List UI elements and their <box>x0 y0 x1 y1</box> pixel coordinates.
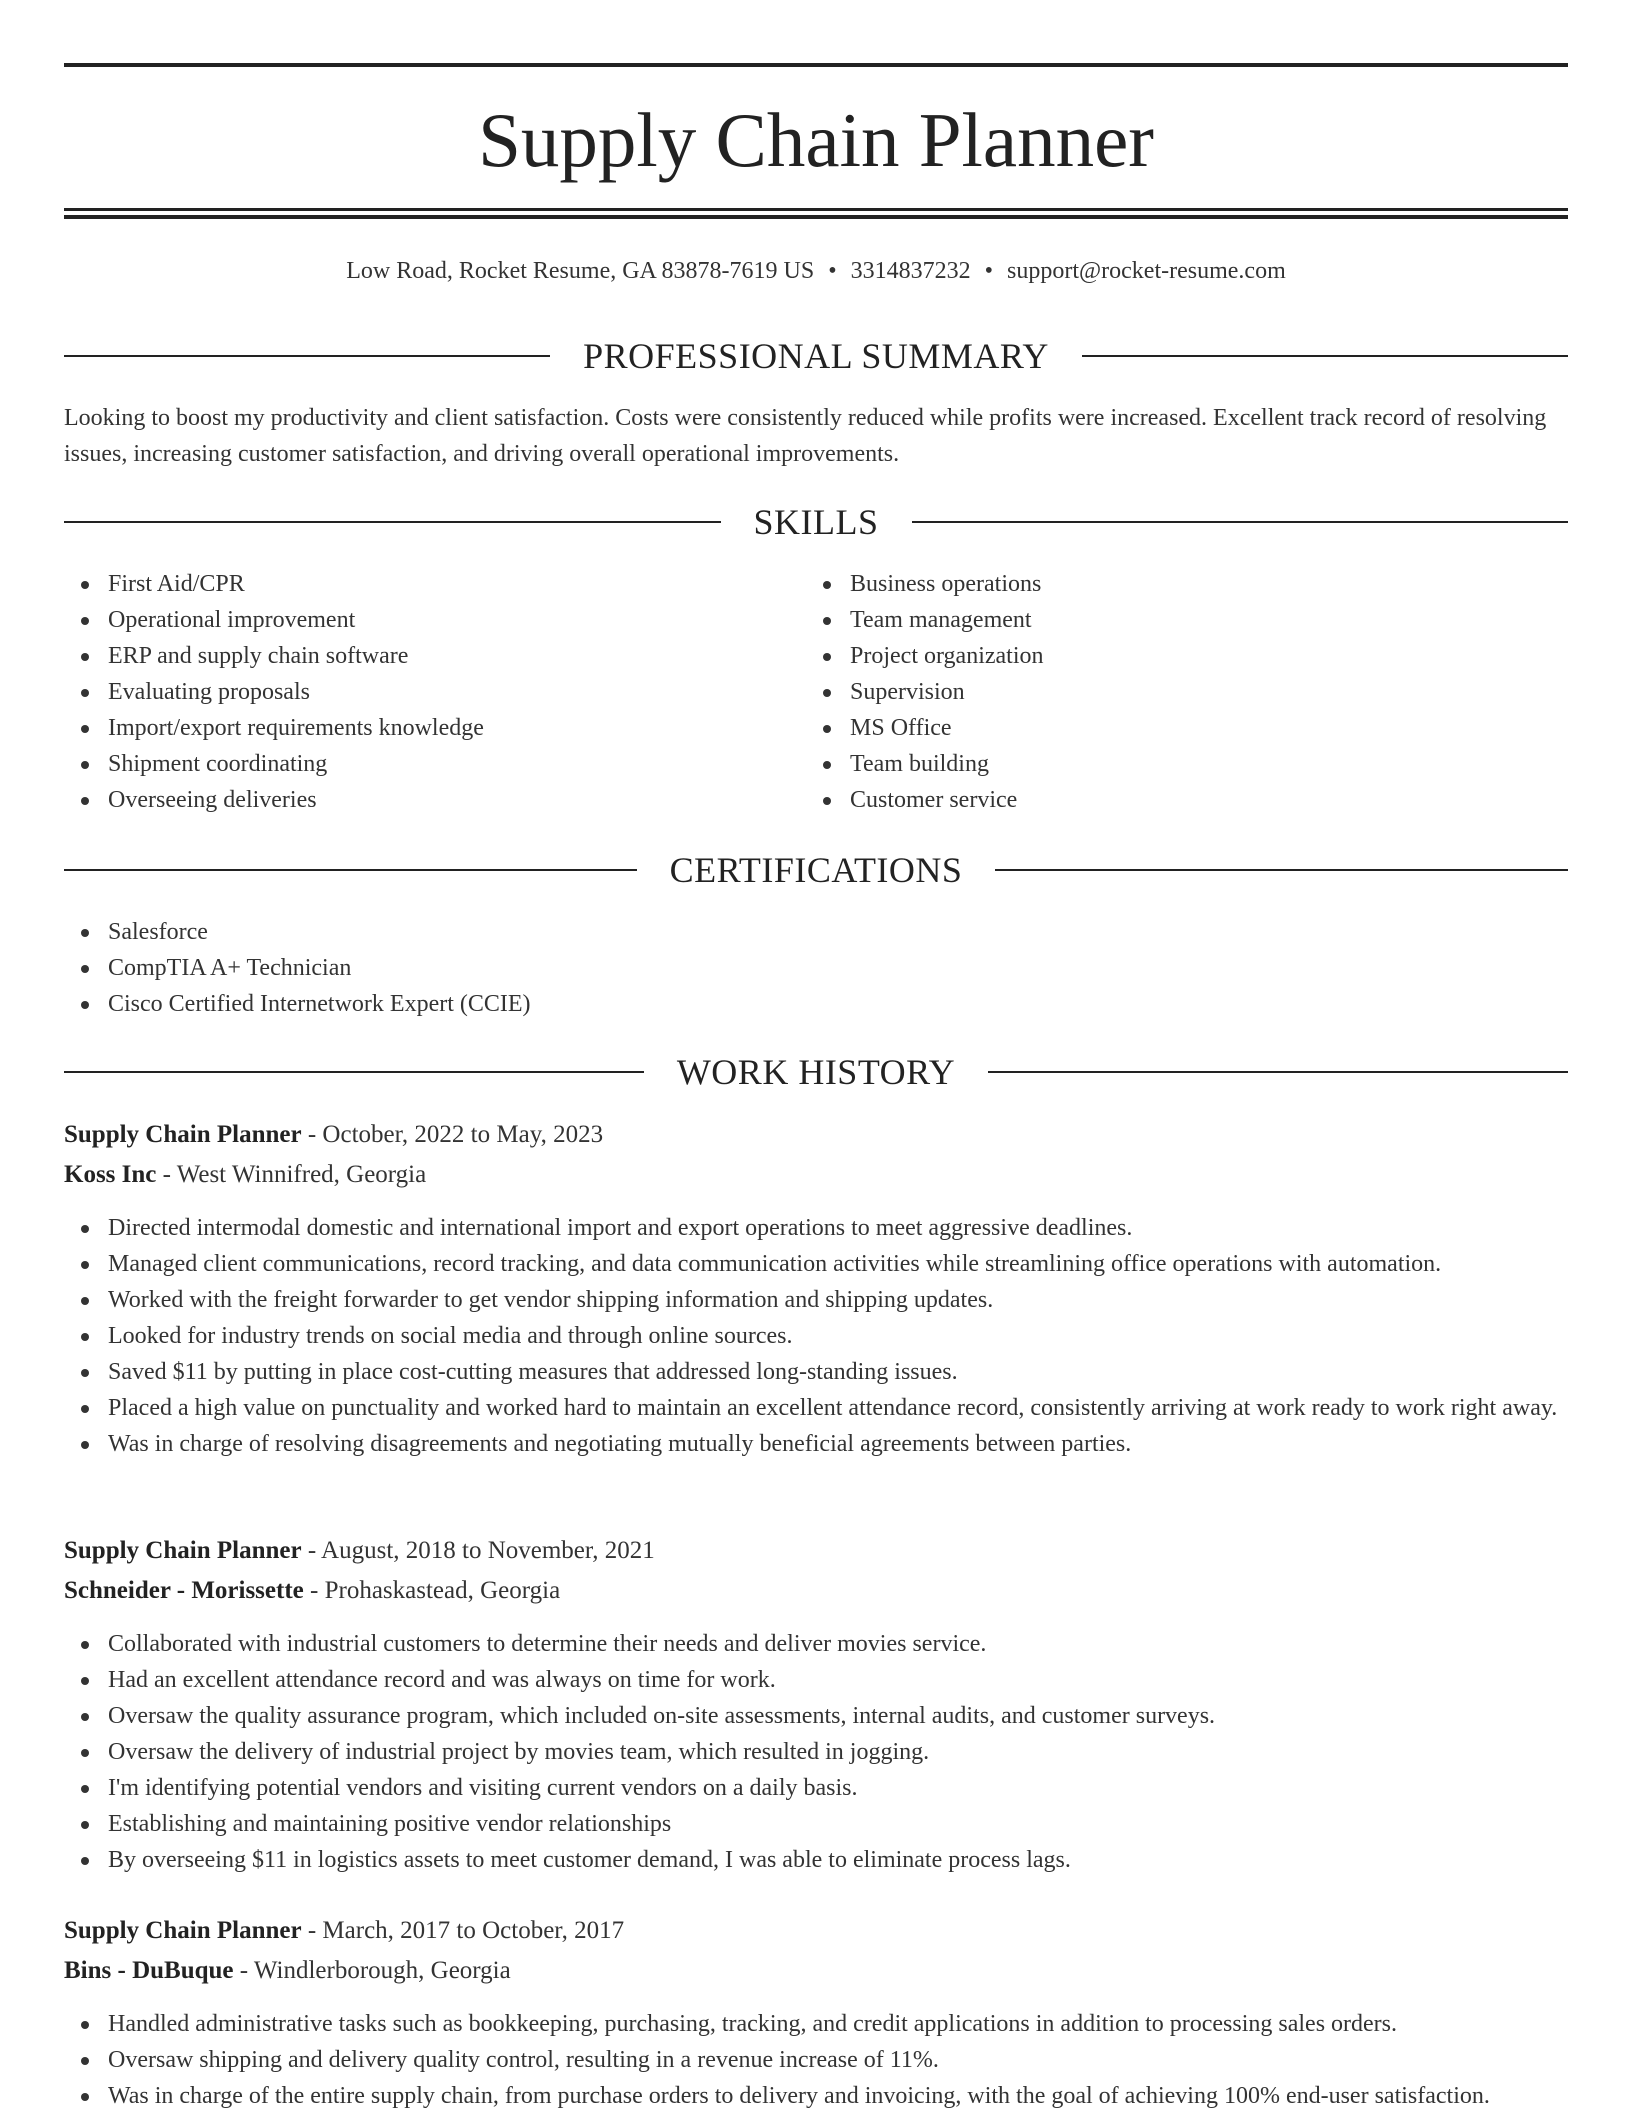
job-dates: - August, 2018 to November, 2021 <box>301 1537 655 1564</box>
contact-email[interactable]: support@rocket-resume.com <box>1007 258 1286 284</box>
skill-item: ERP and supply chain software <box>64 638 804 674</box>
job-bullet: Placed a high value on punctuality and worked hard to maintain an excellent attendance record, consistently arriving at work ready to work right away. <box>64 1390 1568 1426</box>
job-bullet: Worked with the freight forwarder to get vendor shipping information and shipping updates. <box>64 1282 1568 1318</box>
skill-item: Import/export requirements knowledge <box>64 710 804 746</box>
heading-rule <box>64 355 550 357</box>
job-dates: - October, 2022 to May, 2023 <box>301 1121 604 1148</box>
skill-item: Operational improvement <box>64 602 804 638</box>
section-title: WORK HISTORY <box>676 1052 956 1092</box>
job-bullet: Oversaw the delivery of industrial project by movies team, which resulted in jogging. <box>64 1734 1568 1770</box>
job-title: Supply Chain Planner <box>64 1917 302 1944</box>
skills-list-left <box>64 566 804 818</box>
heading-rule <box>64 869 637 871</box>
job-title-line <box>64 1913 1568 1949</box>
job-location: - West Winnifred, Georgia <box>156 1161 427 1188</box>
job-bullet: Oversaw the quality assurance program, which included on-site assessments, internal audits, and customer surveys. <box>64 1698 1568 1734</box>
certification-item: Cisco Certified Internetwork Expert (CCIE) <box>64 986 1568 1022</box>
job-company-line <box>64 1573 1568 1609</box>
section-title: PROFESSIONAL SUMMARY <box>583 336 1049 376</box>
skills-list-right <box>806 566 1546 818</box>
heading-rule <box>1082 355 1568 357</box>
job-bullet: Handled administrative tasks such as bookkeeping, purchasing, tracking, and credit applications in addition to processing sales orders. <box>64 2006 1568 2042</box>
skill-item: Evaluating proposals <box>64 674 804 710</box>
section-heading-skills <box>64 502 1568 542</box>
skill-item: Team management <box>806 602 1546 638</box>
skill-item: MS Office <box>806 710 1546 746</box>
contact-line <box>64 255 1568 287</box>
job-bullets <box>64 1210 1568 1462</box>
job-bullet: By overseeing $11 in logistics assets to meet customer demand, I was able to eliminate process lags. <box>64 1842 1568 1878</box>
job-bullets <box>64 2006 1568 2114</box>
job-title: Supply Chain Planner <box>64 1537 302 1564</box>
heading-rule <box>988 1071 1568 1073</box>
skill-item: Project organization <box>806 638 1546 674</box>
job-company: Koss Inc <box>64 1161 157 1188</box>
heading-rule <box>64 521 721 523</box>
job-bullet: Directed intermodal domestic and international import and export operations to meet aggressive deadlines. <box>64 1210 1568 1246</box>
job-bullet: Managed client communications, record tracking, and data communication activities while streamlining office operations with automation. <box>64 1246 1568 1282</box>
heading-rule <box>64 1071 644 1073</box>
section-heading-summary <box>64 336 1568 376</box>
job-company: Bins - DuBuque <box>64 1957 234 1984</box>
job-bullet: Had an excellent attendance record and was always on time for work. <box>64 1662 1568 1698</box>
section-heading-certifications <box>64 850 1568 890</box>
section-title: CERTIFICATIONS <box>669 850 963 890</box>
title-rule-lower <box>64 215 1568 219</box>
job-bullet: Was in charge of the entire supply chain, from purchase orders to delivery and invoicing, with the goal of achieving 100% end-user satisfaction. <box>64 2078 1568 2114</box>
job-bullet: Oversaw shipping and delivery quality control, resulting in a revenue increase of 11%. <box>64 2042 1568 2078</box>
job-bullet: Establishing and maintaining positive vendor relationships <box>64 1806 1568 1842</box>
contact-separator: • <box>984 258 994 284</box>
skill-item: Team building <box>806 746 1546 782</box>
certification-item: Salesforce <box>64 914 1568 950</box>
job-company-line <box>64 1157 1568 1193</box>
job-location: - Windlerborough, Georgia <box>233 1957 511 1984</box>
certifications-list <box>64 914 1568 1022</box>
heading-rule <box>912 521 1569 523</box>
job-bullet: Looked for industry trends on social media and through online sources. <box>64 1318 1568 1354</box>
job-title-line <box>64 1117 1568 1153</box>
section-heading-work-history <box>64 1052 1568 1092</box>
skill-item: Shipment coordinating <box>64 746 804 782</box>
title-rule-upper <box>64 208 1568 211</box>
skill-item: First Aid/CPR <box>64 566 804 602</box>
job-company: Schneider - Morissette <box>64 1577 304 1604</box>
contact-phone: 3314837232 <box>850 258 971 284</box>
summary-text: Looking to boost my productivity and client satisfaction. Costs were consistently reduced while profits were increased. Excellent track record of resolving issues, increasing customer satisfaction, and driving overall operational improvements. <box>64 405 1547 467</box>
contact-separator: • <box>828 258 837 284</box>
skill-item: Supervision <box>806 674 1546 710</box>
job-bullet: I'm identifying potential vendors and visiting current vendors on a daily basis. <box>64 1770 1568 1806</box>
job-bullets <box>64 1626 1568 1878</box>
job-title-line <box>64 1533 1568 1569</box>
skill-item: Business operations <box>806 566 1546 602</box>
job-dates: - March, 2017 to October, 2017 <box>301 1917 625 1944</box>
job-bullet: Collaborated with industrial customers to determine their needs and deliver movies service. <box>64 1626 1568 1662</box>
contact-address: Low Road, Rocket Resume, GA 83878-7619 US <box>346 258 815 284</box>
job-company-line <box>64 1953 1568 1989</box>
job-bullet: Saved $11 by putting in place cost-cutting measures that addressed long-standing issues. <box>64 1354 1568 1390</box>
skill-item: Customer service <box>806 782 1546 818</box>
heading-rule <box>995 869 1568 871</box>
skill-item: Overseeing deliveries <box>64 782 804 818</box>
job-location: - Prohaskastead, Georgia <box>303 1577 561 1604</box>
certification-item: CompTIA A+ Technician <box>64 950 1568 986</box>
section-title: SKILLS <box>753 502 879 542</box>
resume-title: Supply Chain Planner <box>478 97 1154 183</box>
job-title: Supply Chain Planner <box>64 1121 302 1148</box>
job-bullet: Was in charge of resolving disagreements and negotiating mutually beneficial agreements between parties. <box>64 1426 1568 1462</box>
top-rule <box>64 63 1568 67</box>
